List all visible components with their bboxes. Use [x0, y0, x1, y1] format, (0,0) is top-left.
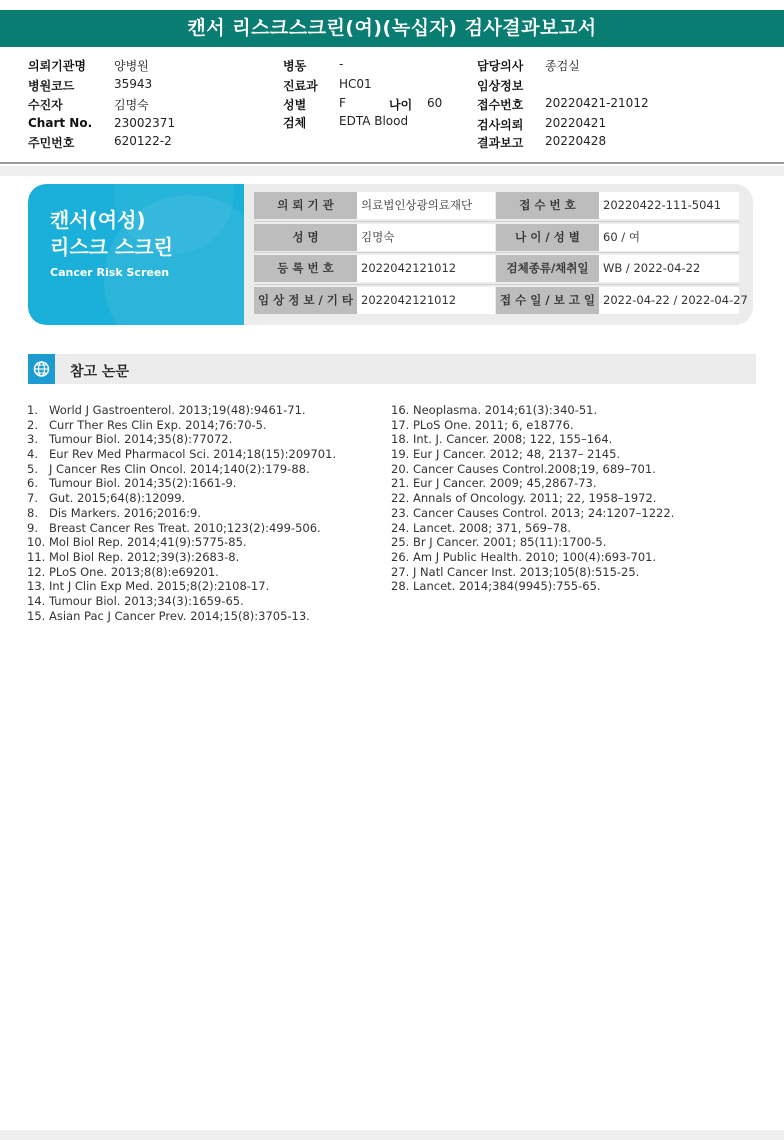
- header-value: 60: [427, 96, 443, 110]
- reference-item: [27, 579, 387, 594]
- header-value: 20220421: [545, 116, 607, 130]
- reference-citation: Cancer Causes Control. 2013; 24:1207–1222.: [413, 505, 675, 520]
- info-row: [254, 253, 739, 285]
- header-label: 결과보고: [477, 136, 524, 150]
- header-label: 주민번호: [28, 136, 75, 150]
- test-info-panel: [28, 184, 753, 325]
- reference-item: [391, 535, 761, 550]
- info-value: 의료법인상광의료재단: [357, 192, 495, 219]
- patient-header: [0, 52, 784, 164]
- info-value: 2022042121012: [357, 255, 495, 282]
- header-label: 의뢰기관명: [28, 59, 86, 73]
- reference-number: 20.: [391, 461, 410, 476]
- header-value: 종검실: [545, 59, 580, 73]
- info-label: 성 명: [254, 224, 357, 251]
- info-label: 의 뢰 기 관: [254, 192, 357, 219]
- reference-citation: Br J Cancer. 2001; 85(11):1700-5.: [413, 535, 607, 550]
- reference-item: [391, 521, 761, 536]
- info-value: 20220422-111-5041: [599, 192, 739, 219]
- reference-citation: Breast Cancer Res Treat. 2010;123(2):499-506.: [49, 520, 321, 535]
- reference-number: 27.: [391, 564, 410, 579]
- header-label: 나이: [389, 98, 413, 112]
- reference-item: [391, 506, 761, 521]
- reference-item: [27, 609, 387, 624]
- header-value: 김명숙: [114, 98, 149, 112]
- reference-citation: Tumour Biol. 2014;35(8):77072.: [49, 432, 233, 447]
- header-value: 20220428: [545, 134, 607, 148]
- reference-citation: Int. J. Cancer. 2008; 122, 155–164.: [413, 432, 613, 447]
- info-value: 2022-04-22 / 2022-04-27: [599, 287, 739, 314]
- reference-number: 21.: [391, 476, 410, 491]
- reference-citation: Asian Pac J Cancer Prev. 2014;15(8):3705-13.: [49, 608, 310, 623]
- reference-number: 15.: [27, 608, 46, 623]
- header-label: 담당의사: [477, 59, 524, 73]
- info-label: 등 록 번 호: [254, 255, 357, 282]
- reference-number: 4.: [27, 447, 38, 462]
- header-value: 35943: [114, 77, 153, 91]
- reference-citation: Mol Biol Rep. 2012;39(3):2683-8.: [49, 549, 240, 564]
- reference-item: [391, 565, 761, 580]
- reference-citation: Tumour Biol. 2013;34(3):1659-65.: [49, 593, 244, 608]
- reference-number: 6.: [27, 476, 38, 491]
- references-header: [28, 354, 756, 384]
- reference-citation: Dis Markers. 2016;2016:9.: [49, 505, 202, 520]
- reference-item: [27, 535, 387, 550]
- reference-citation: Annals of Oncology. 2011; 22, 1958–1972.: [413, 491, 657, 506]
- header-label: 검체: [283, 116, 307, 130]
- info-row: [254, 222, 739, 254]
- references-title: 참고 논문: [70, 364, 129, 380]
- reference-citation: Gut. 2015;64(8):12099.: [49, 491, 186, 506]
- references-list-right: [391, 403, 761, 594]
- reference-item: [391, 462, 761, 477]
- reference-number: 25.: [391, 535, 410, 550]
- reference-item: [27, 403, 387, 418]
- reference-item: [391, 447, 761, 462]
- header-value: 20220421-21012: [545, 96, 649, 110]
- reference-citation: PLoS One. 2011; 6, e18776.: [413, 417, 574, 432]
- header-value: HC01: [339, 77, 372, 91]
- reference-citation: Lancet. 2014;384(9945):755-65.: [413, 579, 601, 594]
- reference-citation: Eur Rev Med Pharmacol Sci. 2014;18(15):209701.: [49, 447, 337, 462]
- reference-citation: Curr Ther Res Clin Exp. 2014;76:70-5.: [49, 417, 267, 432]
- header-label: 임상정보: [477, 79, 524, 93]
- reference-number: 7.: [27, 491, 38, 506]
- badge-title-line2: 리스크 스크린: [50, 235, 173, 259]
- reference-item: [27, 521, 387, 536]
- reference-number: 8.: [27, 505, 38, 520]
- info-table: [254, 190, 748, 316]
- report-title: 캔서 리스크스크린(여)(녹십자) 검사결과보고서: [0, 10, 784, 47]
- reference-item: [391, 476, 761, 491]
- reference-item: [27, 550, 387, 565]
- header-label: Chart No.: [28, 116, 93, 130]
- header-value: 양병원: [114, 59, 149, 73]
- reference-number: 14.: [27, 593, 46, 608]
- reference-item: [27, 594, 387, 609]
- reference-number: 22.: [391, 491, 410, 506]
- section-divider: [0, 166, 784, 176]
- header-value: -: [339, 57, 344, 71]
- reference-item: [27, 418, 387, 433]
- reference-number: 23.: [391, 505, 410, 520]
- header-value: F: [339, 96, 346, 110]
- reference-number: 2.: [27, 417, 38, 432]
- reference-citation: Eur J Cancer. 2009; 45,2867-73.: [413, 476, 597, 491]
- info-value: 2022042121012: [357, 287, 495, 314]
- info-label: 접 수 번 호: [496, 192, 599, 219]
- reference-number: 12.: [27, 564, 46, 579]
- reference-number: 28.: [391, 579, 410, 594]
- reference-item: [391, 403, 761, 418]
- header-label: 병원코드: [28, 79, 75, 93]
- reference-citation: Am J Public Health. 2010; 100(4):693-701.: [413, 549, 657, 564]
- reference-item: [27, 491, 387, 506]
- reference-number: 1.: [27, 403, 38, 417]
- reference-item: [391, 432, 761, 447]
- references-list-left: [27, 403, 387, 623]
- info-value: WB / 2022-04-22: [599, 255, 739, 282]
- reference-number: 18.: [391, 432, 410, 447]
- reference-citation: Int J Clin Exp Med. 2015;8(2):2108-17.: [49, 579, 270, 594]
- reference-item: [27, 476, 387, 491]
- header-label: 성별: [283, 98, 307, 112]
- reference-number: 13.: [27, 579, 46, 594]
- reference-item: [27, 432, 387, 447]
- globe-icon: [28, 354, 55, 384]
- reference-number: 26.: [391, 549, 410, 564]
- reference-citation: World J Gastroenterol. 2013;19(48):9461-71.: [49, 403, 306, 417]
- reference-citation: PLoS One. 2013;8(8):e69201.: [49, 564, 219, 579]
- header-value: EDTA Blood: [339, 114, 409, 128]
- reference-item: [27, 565, 387, 580]
- info-label: 임 상 정 보 / 기 타: [254, 287, 357, 314]
- info-value: 김명숙: [357, 224, 495, 251]
- reference-citation: Eur J Cancer. 2012; 48, 2137– 2145.: [413, 447, 621, 462]
- reference-item: [27, 506, 387, 521]
- badge-title-line1: 캔서(여성): [50, 208, 146, 232]
- header-label: 수진자: [28, 98, 63, 112]
- header-value: 620122-2: [114, 134, 172, 148]
- header-label: 병동: [283, 59, 307, 73]
- reference-number: 17.: [391, 417, 410, 432]
- info-label: 검체종류/채취일: [496, 255, 599, 282]
- badge-subtitle: Cancer Risk Screen: [50, 266, 170, 279]
- reference-number: 16.: [391, 403, 410, 417]
- info-row: [254, 190, 739, 222]
- info-label: 접 수 일 / 보 고 일: [496, 287, 599, 314]
- info-label: 나 이 / 성 별: [496, 224, 599, 251]
- reference-citation: Neoplasma. 2014;61(3):340-51.: [413, 403, 598, 417]
- reference-number: 24.: [391, 520, 410, 535]
- reference-citation: Tumour Biol. 2014;35(2):1661-9.: [49, 476, 237, 491]
- reference-item: [391, 579, 761, 594]
- reference-citation: J Natl Cancer Inst. 2013;105(8):515-25.: [413, 564, 640, 579]
- header-value: 23002371: [114, 116, 176, 130]
- reference-item: [391, 418, 761, 433]
- reference-number: 9.: [27, 520, 38, 535]
- header-label: 진료과: [283, 79, 318, 93]
- reference-item: [391, 491, 761, 506]
- info-row: [254, 285, 748, 317]
- reference-number: 11.: [27, 549, 46, 564]
- header-label: 검사의뢰: [477, 118, 524, 132]
- reference-number: 3.: [27, 432, 38, 447]
- reference-item: [391, 550, 761, 565]
- reference-number: 10.: [27, 535, 46, 550]
- reference-item: [27, 462, 387, 477]
- reference-item: [27, 447, 387, 462]
- reference-number: 5.: [27, 461, 38, 476]
- reference-citation: Cancer Causes Control.2008;19, 689–701.: [413, 461, 656, 476]
- reference-citation: J Cancer Res Clin Oncol. 2014;140(2):179-88.: [49, 461, 310, 476]
- info-value: 60 / 여: [599, 224, 739, 251]
- cancer-risk-badge: [28, 184, 244, 325]
- reference-citation: Mol Biol Rep. 2014;41(9):5775-85.: [49, 535, 247, 550]
- header-label: 접수번호: [477, 98, 524, 112]
- page-footer-band: [0, 1130, 784, 1140]
- reference-number: 19.: [391, 447, 410, 462]
- reference-citation: Lancet. 2008; 371, 569–78.: [413, 520, 572, 535]
